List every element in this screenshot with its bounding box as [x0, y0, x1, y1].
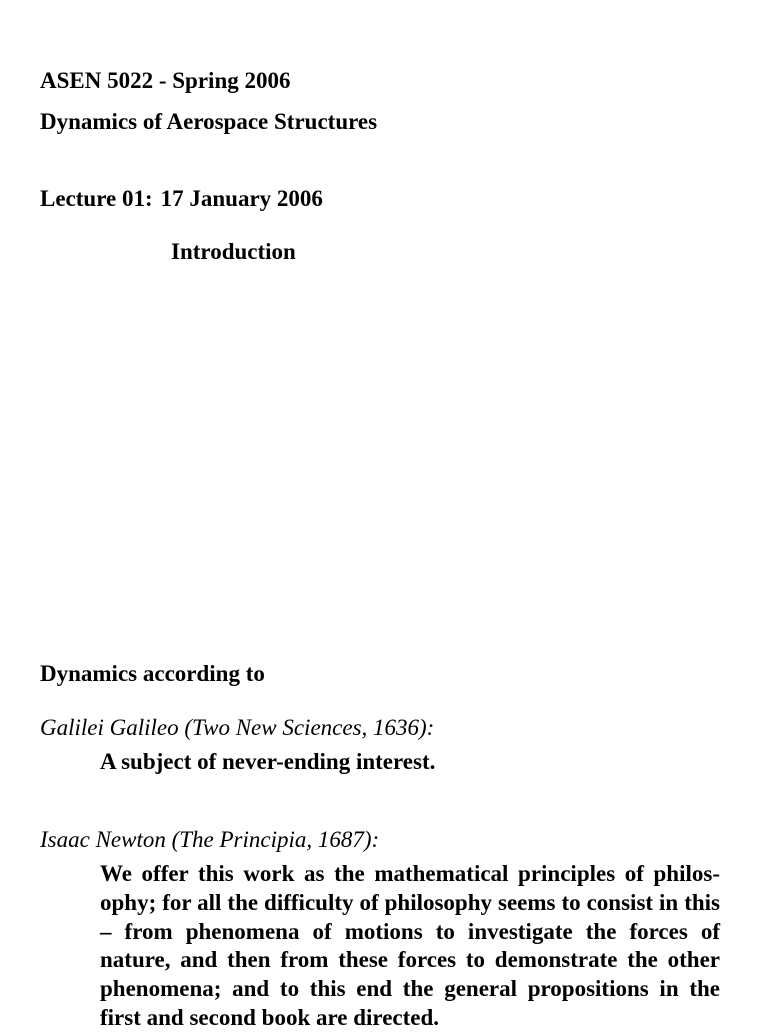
- course-code: ASEN 5022 - Spring 2006: [40, 68, 291, 93]
- quote-text-newton: We offer this work as the mathematical principles of philosophy; for all the difficulty of philosophy seems to consist in this – from phenomena of motions to investigate the forces of nature, and then from these forces to demonstrate the other phenomena; and to this end the general propositions in the first and second book are directed.: [100, 861, 720, 1030]
- quote-source-newton: Isaac Newton (The Principia, 1687):: [40, 827, 380, 852]
- course-title: Dynamics of Aerospace Structures: [40, 109, 378, 134]
- quote-text-galileo: A subject of never-ending interest.: [100, 749, 436, 774]
- lecture-line: [40, 185, 323, 213]
- lecture-date: 17 January 2006: [160, 186, 323, 211]
- lecture-label: Lecture 01:: [40, 186, 153, 211]
- lecture-topic: Introduction: [171, 239, 296, 264]
- section-heading: Dynamics according to: [40, 661, 265, 686]
- quote-source-galileo: Galilei Galileo (Two New Sciences, 1636):: [40, 715, 435, 740]
